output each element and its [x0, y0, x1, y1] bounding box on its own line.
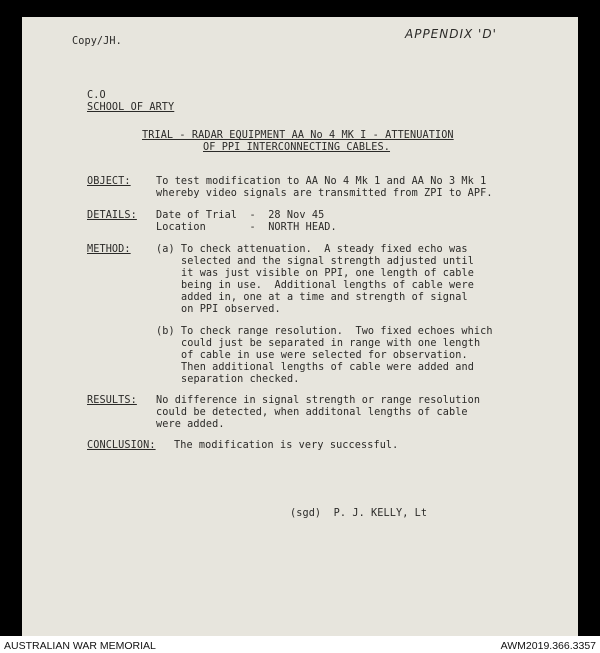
addressee-school: SCHOOL OF ARTY [87, 102, 175, 113]
method-a-line: selected and the signal strength adjusted until [181, 256, 474, 267]
method-b-line: of cable in use were selected for observation. [181, 350, 468, 361]
method-b-line: could just be separated in range with one length [181, 338, 481, 349]
object-line: To test modification to AA No 4 Mk 1 and AA No 3 Mk 1 [156, 176, 487, 187]
method-b-line: Then additional lengths of cable were added and [181, 362, 474, 373]
title-line-2: OF PPI INTERCONNECTING CABLES. [203, 142, 391, 153]
object-line: whereby video signals are transmitted from ZPI to APF. [156, 188, 493, 199]
footer-accession: AWM2019.366.3357 [500, 640, 596, 652]
copy-reference: Copy/JH. [72, 36, 122, 47]
details-line: Date of Trial - 28 Nov 45 [156, 210, 325, 221]
footer-institution: AUSTRALIAN WAR MEMORIAL [4, 640, 156, 652]
method-label: METHOD: [87, 244, 131, 255]
method-a-line: being in use. Additional lengths of cable were [181, 280, 474, 291]
results-line: could be detected, when additonal lengths of cable [156, 407, 468, 418]
results-line: were added. [156, 419, 225, 430]
details-label: DETAILS: [87, 210, 137, 221]
method-b-line: separation checked. [181, 374, 300, 385]
appendix-handwritten: APPENDIX 'D' [405, 27, 497, 41]
conclusion-text: The modification is very successful. [174, 440, 399, 451]
title-line-1: TRIAL - RADAR EQUIPMENT AA No 4 MK I - ATTENUATION [142, 130, 454, 141]
method-a-line: added in, one at a time and strength of signal [181, 292, 468, 303]
results-line: No difference in signal strength or range resolution [156, 395, 481, 406]
details-line: Location - NORTH HEAD. [156, 222, 337, 233]
object-label: OBJECT: [87, 176, 131, 187]
method-b-line: (b) To check range resolution. Two fixed echoes which [156, 326, 493, 337]
signature: (sgd) P. J. KELLY, Lt [290, 508, 428, 519]
method-a-line: on PPI observed. [181, 304, 281, 315]
method-a-line: it was just visible on PPI, one length of cable [181, 268, 474, 279]
results-label: RESULTS: [87, 395, 137, 406]
conclusion-label: CONCLUSION: [87, 440, 156, 451]
addressee-co: C.O [87, 90, 106, 101]
method-a-line: (a) To check attenuation. A steady fixed echo was [156, 244, 468, 255]
